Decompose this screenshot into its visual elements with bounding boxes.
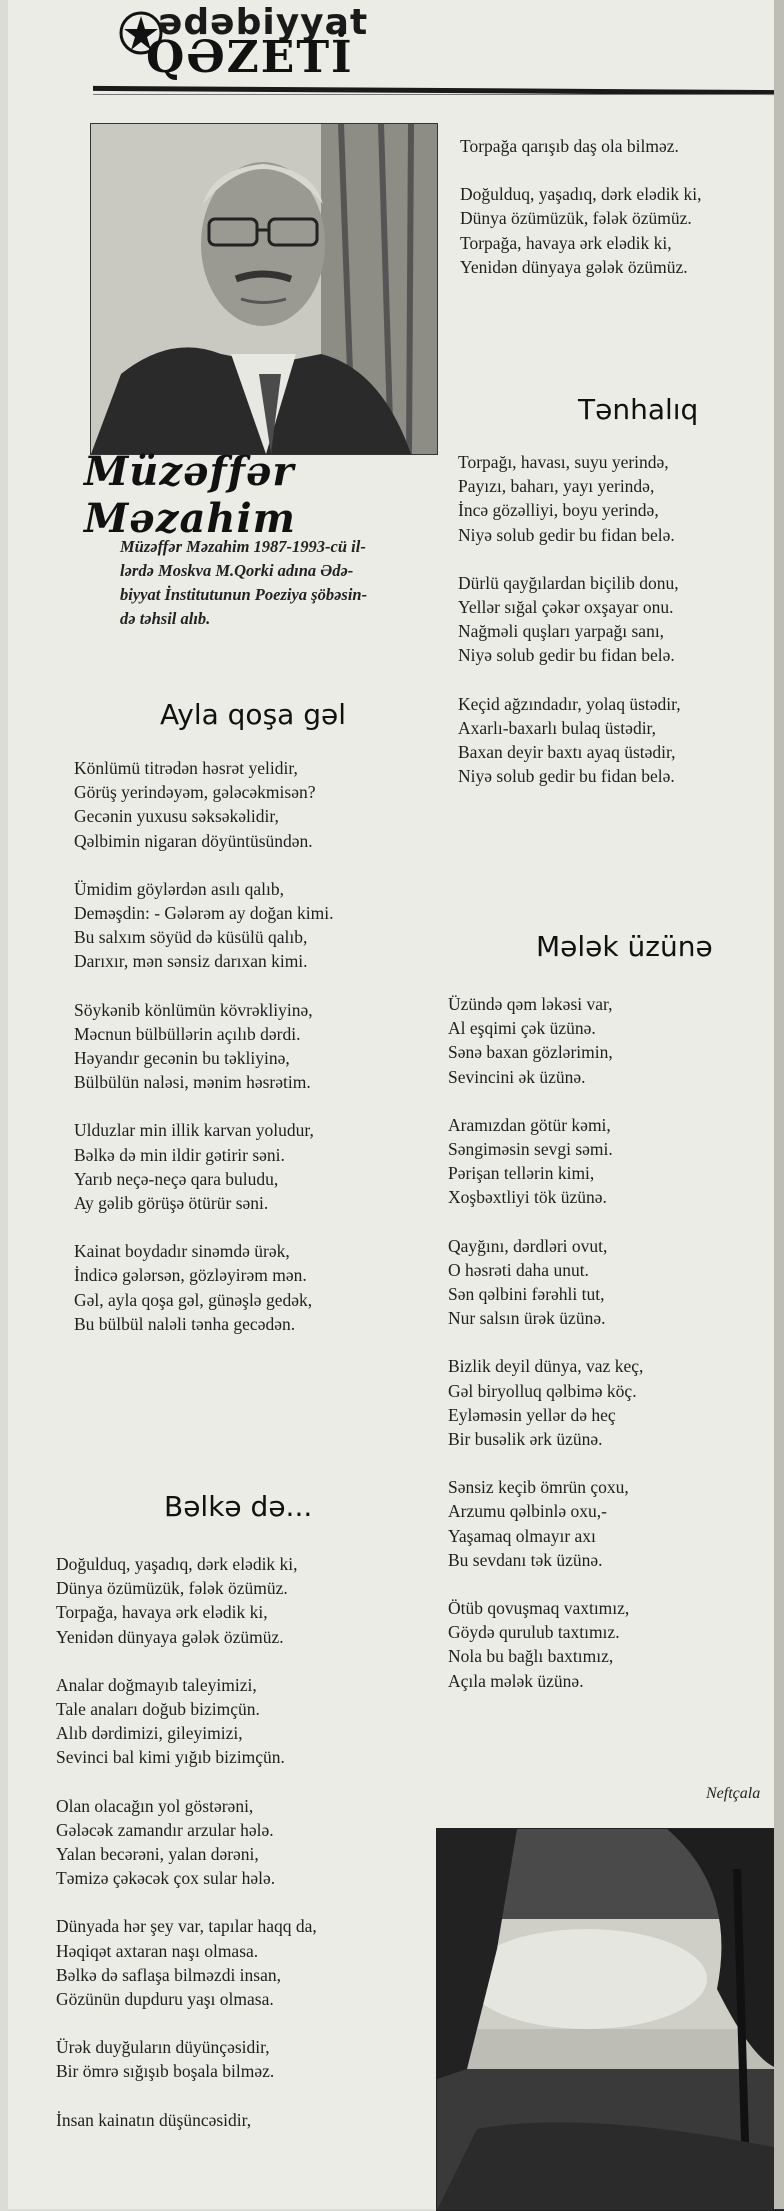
- verse-line: Torpağa, havaya ərk elədik ki,: [56, 1602, 268, 1623]
- verse-line: Yalan becərəni, yalan dərəni,: [56, 1844, 259, 1865]
- verse-line: Dünya özümüzük, fələk özümüz.: [56, 1578, 288, 1599]
- verse-line: Könlümü titrədən həsrət yelidir,: [74, 758, 298, 778]
- verse-line: Səngiməsin sevgi səmi.: [448, 1139, 613, 1160]
- verse-line: Doğulduq, yaşadıq, dərk elədik ki,: [56, 1554, 298, 1574]
- verse-line: O həsrəti daha unut.: [448, 1259, 589, 1280]
- verse-line: Sən qəlbini fərəhli tut,: [448, 1284, 605, 1305]
- verse-line: Nağməli quşları yarpağı sanı,: [458, 621, 665, 642]
- verse-line: Doğulduq, yaşadıq, dərk elədik ki,: [460, 184, 702, 205]
- verse-line: Pərişan tellərin kimi,: [448, 1163, 595, 1184]
- verse-line: Təmizə çəkəcək çox sular hələ.: [56, 1868, 276, 1889]
- verse-line: Dürlü qayğılardan biçilib donu,: [458, 572, 679, 593]
- verse-line: Ötüb qovuşmaq vaxtımız,: [448, 1598, 630, 1619]
- verse-line: Sənsiz keçib ömrün çoxu,: [448, 1477, 629, 1498]
- stanza: [74, 756, 334, 853]
- verse-line: Həyandır gecənin bu təkliyinə,: [74, 1048, 290, 1069]
- verse-line: Bu bülbül naləli tənha gecədən.: [74, 1313, 296, 1334]
- verse-line: Söykənib könlümün kövrəkliyinə,: [74, 999, 313, 1020]
- verse-line: Gecənin yuxusu səksəkəlidir,: [74, 806, 279, 827]
- stanza: [448, 1234, 643, 1331]
- verse-line: Sevinci bal kimi yığıb bizimçün.: [56, 1747, 285, 1768]
- stanza: [74, 877, 334, 974]
- verse-line: Yaşamaq olmayır axı: [448, 1525, 596, 1546]
- stanza: [448, 1354, 643, 1451]
- header-rule-thin: [93, 94, 783, 95]
- verse-line: Gələcək zamandır arzular hələ.: [56, 1819, 274, 1840]
- bio-line: lərdə Moskva M.Qorki adına Ədə-: [120, 561, 354, 580]
- stanza: [74, 1239, 334, 1336]
- landscape-photo: [436, 1828, 784, 2211]
- verse-line: Üzündə qəm ləkəsi var,: [448, 994, 613, 1014]
- verse-line: Ulduzlar min illik karvan yoludur,: [74, 1120, 314, 1141]
- verse-line: Bizlik deyil dünya, vaz keç,: [448, 1356, 644, 1377]
- bio-line: biyyat İnstitutunun Poeziya şöbəsin-: [120, 585, 368, 604]
- verse-line: Gəl, ayla qoşa gəl, günəşlə gedək,: [74, 1289, 313, 1310]
- poem-title-belke: Bəlkə də...: [164, 1490, 313, 1523]
- masthead-title-line1: ədəbiyyat: [158, 2, 369, 43]
- stanza: [56, 1794, 317, 1891]
- verse-line: İncə gözəlliyi, boyu yerində,: [458, 500, 659, 521]
- verse-line: Həqiqət axtaran naşı olmasa.: [56, 1940, 259, 1961]
- verse-line: Sevincini ək üzünə.: [448, 1066, 586, 1087]
- stanza: [56, 1552, 317, 1649]
- stanza: [448, 992, 643, 1089]
- verse-line: Bir busəlik ərk üzünə.: [448, 1429, 603, 1450]
- poem-title-melek: Mələk üzünə: [536, 930, 713, 963]
- stanza: [460, 182, 702, 279]
- bio-line: də təhsil alıb.: [120, 609, 211, 628]
- verse-line: Niyə solub gedir bu fidan belə.: [458, 766, 675, 787]
- stanza: [56, 2108, 317, 2132]
- verse-line: Bəlkə də min ildir gətirir səni.: [74, 1144, 285, 1165]
- stanza: [448, 1596, 643, 1693]
- stanza: [74, 998, 334, 1095]
- verse-line: Gəl biryolluq qəlbimə köç.: [448, 1380, 637, 1401]
- author-name: Müzəffər Məzahim: [84, 448, 296, 542]
- verse-line: Bu salxım söyüd də küsülü qalıb,: [74, 927, 308, 948]
- verse-line: Analar doğmayıb taleyimizi,: [56, 1674, 257, 1695]
- stanza: [458, 571, 681, 668]
- stanza: [56, 1914, 317, 2011]
- stanza: [56, 1673, 317, 1770]
- verse-line: Açıla mələk üzünə.: [448, 1670, 584, 1691]
- verse-line: Olan olacağın yol göstərəni,: [56, 1795, 254, 1816]
- masthead-title-line2: QƏZETİ: [146, 32, 354, 83]
- verse-line: Alıb dərdimizi, gileyimizi,: [56, 1723, 243, 1744]
- masthead: [118, 2, 378, 82]
- verse-line: Görüş yerindəyəm, gələcəkmisən?: [74, 782, 316, 803]
- poem-title-tenhaliq: Tənhalıq: [578, 393, 699, 426]
- verse-line: Torpağa, havaya ərk elədik ki,: [460, 232, 672, 253]
- poem-melek: [448, 992, 643, 1717]
- verse-line: Ürək duyğuların düyünçəsidir,: [56, 2037, 270, 2058]
- verse-line: Dünya özümüzük, fələk özümüz.: [460, 208, 692, 229]
- verse-line: Aramızdan götür kəmi,: [448, 1114, 611, 1135]
- verse-line: Niyə solub gedir bu fidan belə.: [458, 524, 675, 545]
- bio-line: Müzəffər Məzahim 1987-1993-cü il-: [120, 537, 366, 556]
- poem-ayla: [74, 756, 334, 1360]
- verse-line: Payızı, baharı, yayı yerində,: [458, 476, 655, 497]
- verse-line: Kainat boydadır sinəmdə ürək,: [74, 1241, 290, 1262]
- verse-line: Baxan deyir baxtı ayaq üstədir,: [458, 742, 676, 763]
- verse-line: Yarıb neçə-neçə qara buludu,: [74, 1168, 279, 1189]
- verse-line: Qayğını, dərdləri ovut,: [448, 1235, 608, 1256]
- verse-line: Niyə solub gedir bu fidan belə.: [458, 645, 675, 666]
- verse-line: Ümidim göylərdən asılı qalıb,: [74, 878, 284, 899]
- verse-line: İndicə gələrsən, gözləyirəm mən.: [74, 1265, 307, 1286]
- page-edge-shadow: [774, 0, 784, 2209]
- verse-line: Bir ömrə sığışıb boşala bilməz.: [56, 2061, 275, 2082]
- verse-line: Bu sevdanı tək üzünə.: [448, 1549, 603, 1570]
- poem-title-ayla: Ayla qoşa gəl: [160, 698, 346, 731]
- verse-line: Tale anaları doğub bizimçün.: [56, 1699, 260, 1720]
- verse-line: İnsan kainatın düşüncəsidir,: [56, 2109, 252, 2130]
- verse-line: Torpağa qarışıb daş ola bilməz.: [460, 136, 679, 156]
- author-photo: [90, 123, 438, 455]
- stanza: [458, 692, 681, 789]
- stanza: [448, 1113, 643, 1210]
- verse-line: Arzumu qəlbinlə oxu,-: [448, 1501, 607, 1522]
- stanza: [74, 1118, 334, 1215]
- verse-line: Eyləməsin yellər də heç: [448, 1404, 616, 1425]
- author-bio: [120, 535, 440, 631]
- verse-line: Axarlı-baxarlı bulaq üstədir,: [458, 717, 657, 738]
- verse-line: Yenidən dünyaya gələk özümüz.: [56, 1626, 284, 1647]
- verse-line: Qəlbimin nigaran döyüntüsündən.: [74, 830, 313, 851]
- verse-line: Göydə qurulub taxtımız.: [448, 1622, 620, 1643]
- verse-line: Məcnun bülbüllərin açılıb dərdi.: [74, 1023, 301, 1044]
- verse-line: Ay gəlib görüşə ötürür səni.: [74, 1193, 269, 1214]
- verse-line: Torpağı, havası, suyu yerində,: [458, 452, 669, 472]
- stanza: [460, 134, 702, 158]
- verse-line: Keçid ağzındadır, yolaq üstədir,: [458, 693, 681, 714]
- verse-line: Yenidən dünyaya gələk özümüz.: [460, 256, 688, 277]
- verse-line: Bəlkə də saflaşa bilməzdi insan,: [56, 1964, 281, 1985]
- poem-belke-continued: [460, 134, 702, 303]
- verse-line: Al eşqimi çək üzünə.: [448, 1018, 596, 1039]
- verse-line: Darıxır, mən sənsiz darıxan kimi.: [74, 951, 308, 972]
- stanza: [458, 450, 681, 547]
- poem-tenhaliq: [458, 450, 681, 812]
- verse-line: Bülbülün naləsi, mənim həsrətim.: [74, 1072, 311, 1093]
- newspaper-page: [8, 0, 784, 2209]
- verse-line: Xoşbəxtliyi tök üzünə.: [448, 1187, 607, 1208]
- verse-line: Deməşdin: - Gələrəm ay doğan kimi.: [74, 903, 334, 924]
- verse-line: Yellər sığal çəkər oxşayar onu.: [458, 597, 674, 618]
- verse-line: Dünyada hər şey var, tapılar haqq da,: [56, 1916, 317, 1937]
- stanza: [448, 1475, 643, 1572]
- stanza: [56, 2035, 317, 2083]
- signoff-place: Neftçala: [706, 1785, 761, 1802]
- verse-line: Nola bu bağlı baxtımız,: [448, 1646, 614, 1667]
- poem-belke: [56, 1552, 317, 2156]
- verse-line: Nur salsın ürək üzünə.: [448, 1308, 606, 1329]
- verse-line: Gözünün dupduru yaşı olmasa.: [56, 1989, 274, 2010]
- verse-line: Sənə baxan gözlərimin,: [448, 1042, 613, 1063]
